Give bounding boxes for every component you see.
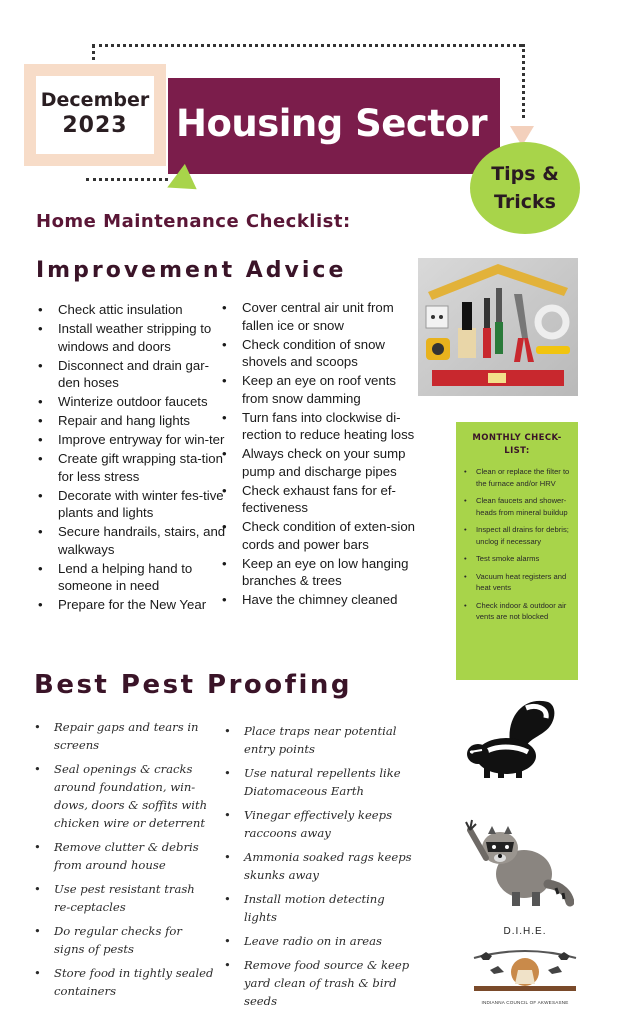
list-item: • Winterize outdoor faucets — [36, 393, 226, 411]
tips-tricks-badge — [470, 142, 580, 234]
list-item: • Secure handrails, stairs, and walkways — [36, 523, 226, 558]
list-item: • Keep an eye on low hanging branches & trees — [220, 555, 418, 590]
decorative-dotted-line — [522, 44, 525, 118]
list-item: • Do regular checks for signs of pests — [32, 922, 214, 958]
list-item: • Disconnect and drain gar-den hoses — [36, 357, 226, 392]
date-block — [36, 76, 154, 154]
list-item: • Test smoke alarms — [462, 553, 572, 565]
badge-line-1: Tips & — [491, 163, 559, 185]
monthly-checklist — [456, 422, 578, 680]
tools-photo — [418, 258, 578, 396]
list-item: • Vinegar effectively keeps raccoons away — [222, 806, 412, 842]
improvement-list-right — [220, 299, 418, 610]
list-item: • Install weather stripping to windows and doors — [36, 320, 226, 355]
skunk-illustration — [466, 694, 560, 782]
improvement-list-left — [36, 301, 226, 615]
list-item: • Place traps near potential entry points — [222, 722, 412, 758]
list-item: • Check condition of snow shovels and scoops — [220, 336, 418, 371]
logo-caption: INDIANNA COUNCIL OF AKWESASNE — [481, 1000, 569, 1005]
list-item: • Ammonia soaked rags keeps skunks away — [222, 848, 412, 884]
date-year: 2023 — [62, 113, 128, 138]
list-item: • Install motion detecting lights — [222, 890, 412, 926]
list-item: • Improve entryway for win-ter — [36, 431, 226, 449]
list-item: • Turn fans into clockwise di-rection to reduce heating loss — [220, 409, 418, 444]
list-item: • Store food in tightly sealed containers — [32, 964, 214, 1000]
list-item: • Decorate with winter fes-tive plants and lights — [36, 487, 226, 522]
list-item: • Use natural repellents like Diatomaceous Earth — [222, 764, 412, 800]
dihe-logo — [470, 926, 580, 1012]
list-item: • Check attic insulation — [36, 301, 226, 319]
list-item: • Clean or replace the filter to the furnace and/or HRV — [462, 466, 572, 489]
logo-emblem-icon — [470, 940, 580, 996]
pest-heading: Best Pest Proofing — [34, 670, 352, 700]
decorative-dotted-line — [86, 178, 168, 181]
raccoon-illustration — [462, 808, 574, 910]
list-item: • Inspect all drains for debris; unclog if necessary — [462, 524, 572, 547]
list-item: • Create gift wrapping sta-tion for less stress — [36, 450, 226, 485]
logo-title: D.I.H.E. — [503, 926, 547, 937]
list-item: • Remove food source & keep yard clean of trash & bird seeds — [222, 956, 412, 1010]
monthly-heading: MONTHLY CHECK-LIST: — [472, 433, 562, 456]
pest-list-right — [222, 722, 412, 1016]
list-item: • Repair gaps and tears in screens — [32, 718, 214, 754]
date-month: December — [40, 89, 150, 111]
list-item: • Have the chimney cleaned — [220, 591, 418, 609]
list-item: • Keep an eye on roof vents from snow damming — [220, 372, 418, 407]
list-item: • Use pest resistant trash re-ceptacles — [32, 880, 214, 916]
list-item: • Check condition of exten-sion cords and power bars — [220, 518, 418, 553]
list-item: • Remove clutter & debris from around house — [32, 838, 214, 874]
list-item: • Prepare for the New Year — [36, 596, 226, 614]
list-item: • Check indoor & outdoor air vents are not blocked — [462, 600, 572, 623]
list-item: • Lend a helping hand to someone in need — [36, 560, 226, 595]
badge-line-2: Tricks — [494, 191, 556, 213]
list-item: • Always check on your sump pump and discharge pipes — [220, 445, 418, 480]
list-item: • Leave radio on in areas — [222, 932, 412, 950]
list-item: • Clean faucets and shower-heads from mineral buildup — [462, 495, 572, 518]
pest-list-left — [32, 718, 214, 1006]
page-title: Housing Sector — [176, 102, 488, 145]
list-item: • Repair and hang lights — [36, 412, 226, 430]
decorative-dotted-line — [92, 44, 522, 47]
improvement-heading: Improvement Advice — [36, 258, 347, 283]
checklist-heading: Home Maintenance Checklist: — [36, 211, 351, 232]
list-item: • Check exhaust fans for ef-fectiveness — [220, 482, 418, 517]
list-item: • Vacuum heat registers and heat vents — [462, 571, 572, 594]
list-item: • Cover central air unit from fallen ice or snow — [220, 299, 418, 334]
list-item: • Seal openings & cracks around foundation, win-dows, doors & soffits with chicken wire or deterrent — [32, 760, 214, 832]
